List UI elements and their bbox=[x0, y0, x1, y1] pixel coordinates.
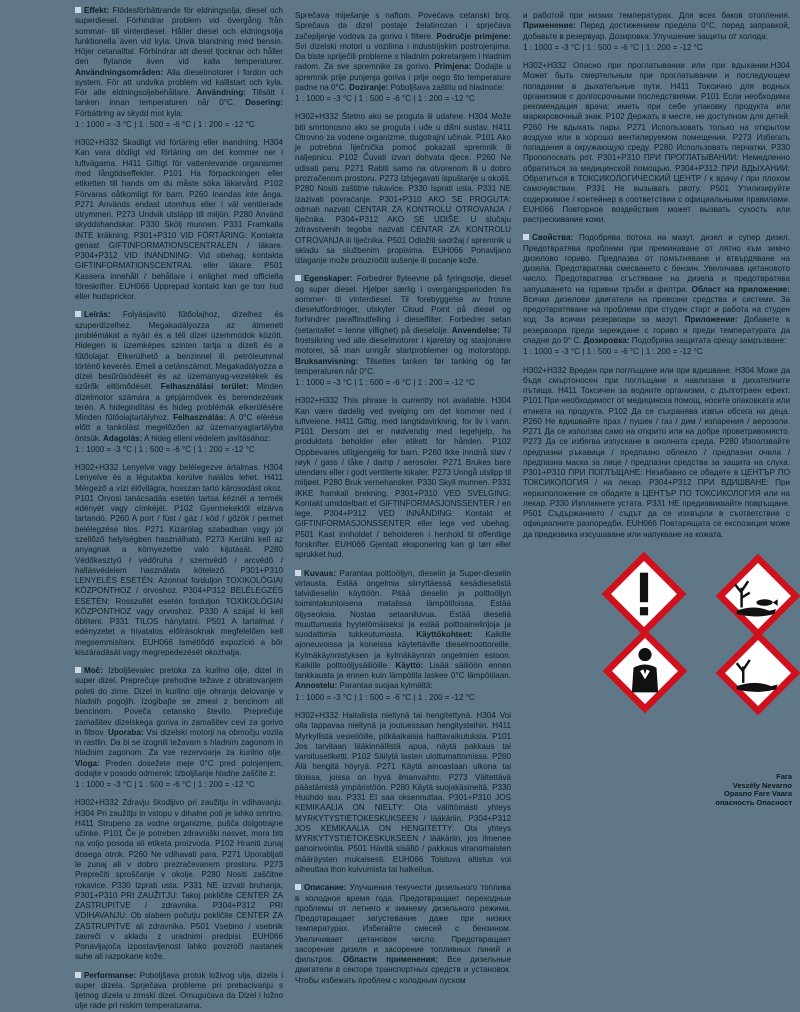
signal-words bbox=[715, 773, 792, 808]
hazard-phrases bbox=[295, 11, 511, 104]
section-label: Anvendelse: bbox=[449, 325, 500, 335]
section-label: Област на приложение: bbox=[687, 284, 791, 294]
section-label: Применение: bbox=[523, 21, 576, 31]
dosage-table: 1 : 1000 = -3 °C | 1 : 500 = -6 °C | 1 : 200 = -12 °C bbox=[75, 444, 255, 454]
section-label: Vloga: bbox=[75, 758, 100, 768]
section-label: Дозировка: bbox=[581, 335, 630, 345]
dosage-table: 1 : 1000 = -3 °C | 1 : 500 = -6 °C | 1 : 200 = -12 °C bbox=[295, 94, 475, 104]
environment-hazard-icon bbox=[717, 632, 799, 714]
section-text: Подобрява потока на мазут, дизел и супер дизел. Предотвратява проблеми при преминаване от лятно към зимно дизелово гориво. Предпазва от помътняване и втвърдяване на дизела. Предотвратява смесването с бензин. Увеличава цетановото число. Предотвратява сгъстяване на дизела и предотвратява запушването на горивни тръби и филтри. bbox=[523, 233, 790, 294]
section-label: Egenskaper: bbox=[304, 274, 353, 284]
section-text: Forbedrer flyteevne på fyringsolje, diesel og super diesel. Hjelper særlig i overgangsperioden fra sommer- til vinterdiesel. Til forebyggelse av frosne dieselutfordringer, utskyter Cloud Point på diesel og forhindrer paraffinutfelling i dieselfilter. Forbedrer setan (setantallet = tenne villighet) på dieselolje. bbox=[295, 274, 511, 335]
section-label: Adagolás: bbox=[101, 433, 143, 443]
section-text: Всички дизелови двигатели на превозни средства и системи. За предотвратяване на проблеми при студен старт и работа на студен ход. За всички резервоари за мазут. bbox=[523, 294, 790, 325]
product-section bbox=[75, 310, 283, 455]
section-label: Käyttö: bbox=[389, 660, 424, 670]
section-text: Vsi dizelski motorji na območju vozila in rastlin. Da bi se izognili težavam s hladnim zagonom in hladnim zagonom. Za vse rezervoarje za kurilno olje. bbox=[75, 727, 283, 758]
section-marker bbox=[523, 234, 529, 240]
text-column-2 bbox=[290, 0, 516, 985]
section-label: Performanse: bbox=[84, 970, 137, 980]
section-label: Dosering: bbox=[235, 98, 283, 108]
section-text: Minden dízelmotor számára a gépjárművek és berendezések terén. A hidegindítási és hideg problémák elkerülésére Minden fűtőolajtartályhoz. bbox=[75, 382, 284, 423]
section-marker bbox=[75, 972, 81, 978]
hazard-phrases bbox=[295, 711, 511, 875]
section-text: Dodajte u spremnik prije punjenja goriva i prije nego što temperature padne na 0°C. bbox=[295, 62, 511, 92]
product-section bbox=[295, 883, 511, 986]
section-marker bbox=[75, 311, 81, 317]
product-section bbox=[75, 6, 283, 130]
section-text: Flödesförbättrande för eldningsolja, diesel och superdiesel. Förhindrar problem vid övergång från sommar- till vinterdiesel. Håller diesel och eldningsolja funktionella även vid kyla. Unvik blandning med bensin. Höjer cetanalltal. Förhindrar att diesel tjocknar och håller den flytande även vid kalla temperaturer. bbox=[75, 6, 283, 67]
section-label: Effekt: bbox=[84, 6, 110, 15]
dosage-table: 1 : 1000 = -3 °C | 1 : 500 = -6 °C | 1 : 200 = -12 °C bbox=[295, 692, 475, 702]
exclamation-mark-icon bbox=[603, 553, 685, 635]
section-marker bbox=[295, 884, 301, 890]
section-label: Användningsområden: bbox=[75, 67, 164, 77]
section-label: Annostelu: bbox=[295, 681, 338, 691]
section-text: Tillsätt i tanken innan temperaturen når 0°C. bbox=[75, 88, 284, 108]
section-label: Uporaba: bbox=[105, 727, 144, 737]
section-text: Подобрява защитата срещу замръзване: bbox=[629, 335, 787, 345]
hazard-phrases bbox=[75, 138, 283, 302]
section-text: Sprečava miješanje s naftom. Povećava cetanski broj. Sprečava da dizel postaje želatinozan i sprječava začepljenje vodova za gorivo i filtere. bbox=[295, 11, 511, 41]
hazard-phrases bbox=[295, 112, 511, 266]
section-text: и работой при низких температурах. Для всех баков отопления. bbox=[523, 11, 790, 20]
section-text: Tilsettes tanken før tanking og før temperaturen når 0°C. bbox=[295, 356, 511, 376]
section-marker bbox=[75, 7, 81, 13]
section-label: Felhasználási terület: bbox=[152, 382, 249, 392]
dosage-table: 1 : 1000 = -3 °C | 1 : 500 = -6 °C | 1 : 200 = -12 °C bbox=[523, 42, 703, 52]
health-hazard-icon bbox=[604, 630, 686, 712]
section-text: Добавете в резервоара преди зареждане с гориво и преди температурата да спадне до 0° С. bbox=[523, 315, 790, 345]
signal-word: Veszély Nevarno bbox=[732, 780, 792, 790]
dosage-table: 1 : 1000 = -3 °C | 1 : 500 = -6 °C | 1 : 200 = -12 °C bbox=[75, 119, 255, 129]
product-section bbox=[523, 233, 790, 357]
dosage-table: 1 : 1000 = -3 °C | 1 : 500 = -6 °C | 1 : 200 = -12 °C bbox=[75, 780, 255, 790]
section-text: Улучшения текучести дизельного топлива в холодное время года. Предотвращает переходные проблемы от летнего к зимнему дизельного режима. Предотвращает загустевание даже при низких температурах. Избегайте смесей с бензином. Увеличивает цетановое число. Предотвращает засорение дизеля и засорение топливных линий и фильтров. bbox=[295, 883, 511, 965]
environment-hazard-icon bbox=[717, 555, 799, 637]
section-label: Свойства: bbox=[532, 233, 574, 243]
section-label: Приложение: bbox=[678, 315, 738, 325]
section-text: Lisää säiliöön ennen tankkausta ja ennen kuin lämpötila laskee 0°C lämpötilaan. bbox=[295, 660, 511, 681]
signal-word: Opasno Fare Vaara bbox=[724, 789, 792, 799]
section-marker bbox=[75, 667, 81, 673]
section-text: A hideg elleni védelem javításához: bbox=[142, 433, 271, 443]
section-text: Folyásjavító fűtőolajhoz, dízelhez és szuperdízelhez. Megakadályozza az átmeneti problémákat a nyári és a téli dízel üzemmódok között. Hidegen is üzemképes szinten tartja a dízelt és a fűtőolajat. Elkerülhető a benzinnel ill. petróleummal történő keverés. Emeli a cetánszámot. Megakadályozza a dízel besűrűsödését és az üzemanyag-vezetékek és szűrők eltömődését. bbox=[75, 310, 283, 392]
hazard-phrases bbox=[523, 61, 790, 225]
section-text: Svi dizelski motori u vozilima i industrijskim postrojenjima. Da biste spriječili probleme s hladnim pokretanjem i hladnim radom. Za sve spremnike za gorivo. bbox=[295, 41, 511, 72]
hazard-phrases bbox=[523, 11, 790, 53]
section-text: H302+H332 This phrase is currently not available. H304 Kan være dødelig ved svelging om det kommer ned i luftveiene. H411 Giftig, med langtidsvirkning, for liv i vann. P101 Dersom det er nødvendig med legehjelp, ha produktets beholder eller etikett for hånden. P102 Oppbevares utilgjengelig for barn. P260 Ikke inndnå støv / røyk / gass / tåke / damp / aerosoler. P271 Brukes bare utendørs eller i godt ventilerte lokaler. P273 Unngå utslipp til miljøet. P280 Bruk vernehansker. P330 Skyll munnen. P331 IKKE framkall brekning. P301+P310 VED SVELGING: Kontakt umiddelbart et GIFTINFORMASJONSSENTER / en lege. P304+P312 VED INNÅNDING: Kontakt et GIFTINFORMASJONSSENTER eller lege ved ubehag. P501 Kast innholdet / beholderen i henhold til offentlige forskrifter. EUH066 Gjentatt eksponering kan gi tørr eller sprukket hud. bbox=[295, 396, 511, 560]
section-text: Izboljševalec pretoka za kurilno olje, dizel in super dizel. Preprečuje prehodne težave z obratovanjem poleti do zime. Dizel in kurilno olje ohranja delovanje v hladnih pogojih. Izogibajte se zmesi z bencinom ali bencinom. Poveča cetansko število. Preprečuje zamašitev dizelskega goriva in zamašitev cevi za gorivo in filtrov. bbox=[75, 666, 283, 737]
section-label: Användning: bbox=[190, 88, 246, 98]
section-marker bbox=[295, 275, 301, 281]
section-text: H302+H332 Haitallista nieltynä tai hengitettynä. H304 Voi olla tappavaa nieltynä ja joutuessaan hengitysteihin. H411 Myrkyllistä vesieliöille, pitkäaikaisia haittavaikutuksia. P101 Jos tarvitaan lääkinnällistä apua, näytä pakkaus tai varoitusetiketti. P102 Säilytä lasten ulottumattomissa. P260 Älä hengitä höyryä. P271 Käytä ainoastaan ulkona tai tiloissa, joissa on hyvä ilmanvaihto. P273 Vältettävä päästämistä ympäristöön. P280 Käytä suojakäsineitä. P330 Huuhdo suu. P331 EI saa oksennuttaa. P301+P310 JOS KEMIKAALIA ON NIELTY: Ota välittömästi yhteys MYRKYTYSTIETOKESKUKSEEN / lääkäriin. P304+P312 JOS KEMIKAALIA ON HENGITETTY: Ota yhteys MYRKYTYSTIETOKESKUKSEEN / lääkäriin, jos ilmenee pahoinvointia. P501 Hävitä sisältö / pakkaus viranomaisten määräysten mukaisesti. EUH066 Toistuva altistus voi aiheuttaa ihon kuivumista tai halkeilua. bbox=[295, 711, 511, 874]
dosage-table: 1 : 1000 = -3 °C | 1 : 500 = -6 °C | 1 : 200 = -12 °C bbox=[523, 347, 703, 357]
section-label: Kuvaus: bbox=[304, 568, 336, 578]
section-label: Области применения: bbox=[333, 955, 439, 965]
section-text: H302+H332 Опасно при проглатывании или при вдыхании.H304 Может быть смертельным при проглатывании и последующем попадании в дыхательные пути. H411 Токсично для водных организмов с долгосрочными последствиями. P101 Если необходима рекомендация врача: иметь при себе упаковку продукта или маркировочный знак. P102 Держать в месте, не доступном для детей. P260 Не вдыхать пары. P271 Использовать только на открытом воздухе или в хорошо вентилируемом помещении. P273 Избегать попадания в окружающую среду. P280 Использовать перчатки. P330 Прополоскать рот. P301+P310 ПРИ ПРОГЛАТЫВАНИИ: Немедленно обратиться за медицинской помощью. P304+P312 ПРИ ВДЫХАНИИ: Обратиться в ТОКСИКОЛОГИЧЕСКИЙ ЦЕНТР / к врачу / при плохом самочувствии. P331 Не вызывать рвоту. P501 Утилизируйте содержимое / контейнер в соответствии с официальными правилами. EUH066 Повторное воздействие может вызвать сухость или растрескивание кожи. bbox=[523, 61, 790, 225]
hazard-phrases bbox=[75, 463, 283, 658]
hazard-phrases bbox=[295, 396, 511, 560]
text-column-1 bbox=[70, 0, 288, 1011]
section-label: Leírás: bbox=[84, 310, 111, 320]
section-label: Moč: bbox=[84, 666, 103, 676]
section-text: Перед достижением предела 0°C, перед заправкой, добавьте в резервуар. Дозировка: Улучшение защиты от холода: bbox=[523, 21, 790, 41]
section-text: H302+H332 Štetno ako se proguta ili udahne. H304 Može biti smrtonosno ako se proguta i uđe u dišni sustav. H411 Otrovno za vodene organizme, dugotrajni učinak. P101 Ako je potrebna liječnička pomoć pokazati spremnik ili naljepnicu. P102 Čuvati izvan dohvata djece. P260 Ne udisati paru. P271 Rabiti samo na otvorenom ili u dobro prozračenom prostoru. P273 Izbjegavati ispuštanje u okoliš. P280 Nositi zaštitne rukavice. P330 Isprati usta. P331 NE izazivati povraćanje. P301+P310 AKO SE PROGUTA: odmah nazvati CENTAR ZA KONTROLU OTROVANJA / liječnika. P304+P312 AKO SE UDIŠE: U slučaju zdravstvenih tegoba nazvati CENTAR ZA KONTROLU OTROVANJA ili liječnika. P501 Odložiti sadržaj / spremnik u skladu sa službenim propisima. EUH066 Ponavljano izlaganje može prouzročiti sušenje ili pucanje kože. bbox=[295, 112, 511, 266]
section-label: Bruksanvisning: bbox=[295, 356, 359, 366]
section-text: H302+H332 Вреден при поглъщане или при вдишване. H304 Може да бъде смъртоносен при поглъщане и навлизане в дихателните пътища. H411 Токсичен за водните организми, с дълготраен ефект. P101 При необходимост от медицинска помощ, носете опаковката или етикета на продукта. P102 Да се съхранява извън обсега на деца. P260 Не вдишвайте прах / пушек / газ / дим / изпарения / аерозоли. P271 Да се използва само на открито или на добре проветривомясто. P273 Да се избягва изпускане в околната среда. P280 Използвайте предпазни ръкавици / предпазно облекло / предпазни очила / предпазна маска за лице / предпазни средства за защита на слуха. P301+P310 ПРИ ПОГЛЪЩАНЕ: Незабавно се обадете в ЦЕНТЪР ПО ТОКСИКОЛОГИЯ / на лекар. P304+P312 ПРИ ВДИШВАНЕ: При неразположение се обадете в ЦЕНТЪР ПО ТОКСИКОЛОГИЯ или на лекар. P330 Изплакнете устата. P331 НЕ предизвиквайте повръщане. P501 Съдържанието / съдът да се изхвърли в съответствие с официалните разпоредби. EUH066 Повтарящата се експозиция може да предизвика изсушаване или напукване на кожата. bbox=[523, 365, 790, 539]
signal-word: Fara bbox=[776, 772, 792, 781]
section-text: H302+H332 Skadligt vid förtäring eller inandning. H304 Kan vara dödligt vid förtäring om det kommer ner i luftvägarna. H411 Giftigt för vattenlevande organismer med långtidseffekter. P101 Ha förpackningen eller etiketten till hands om du måste söka läkarvård. P102 Förvaras oåtkomligt för barn. P260 Inandas inte ånga. P271 Används endast utomhus eller i väl ventilerade utrymmen. P273 Undvik utsläpp till miljön. P280 Använd skyddshandskar. P330 Skölj munnen. P331 Framkalla INTE kräkning. P301+P310 VID FÖRTÄRING: Kontakta genast GIFTINFORMATIONSCENTRALEN / läkare. P304+P312 VID INANDNING: Vid obehag, kontakta GIFTINFORMATIONSCENTRAL eller läkare. P501 Kassera innehåll / behållare i enlighet med officiella föreskrifter. EUH066 Upprepad kontakt kan ge torr hud eller hudsprickor. bbox=[75, 138, 283, 302]
section-text: Preden dosežete meje 0°C pred polnjenjem, dodajte v posodo odmerek: Izboljšanje hladne zaščite z: bbox=[75, 758, 283, 778]
section-text: Parantaa suojaa kylmältä: bbox=[337, 681, 433, 691]
hazard-phrases bbox=[523, 366, 790, 541]
hazard-phrases bbox=[75, 798, 283, 962]
signal-word: опасность Опасност bbox=[715, 797, 792, 807]
dosage-table: 1 : 1000 = -3 °C | 1 : 500 = -6 °C | 1 : 200 = -12 °C bbox=[295, 378, 475, 388]
section-text: A 0°C elérése előtt a tankolást megelőzően az üzemanyagtartályba öntsük. bbox=[75, 413, 283, 443]
product-section bbox=[295, 274, 511, 388]
product-section bbox=[295, 569, 511, 703]
section-text: Til frostsikring ved alle dieselmotorer i kjøretøy og stasjonære motorer, så man unngår startproblemer og motorstopp. bbox=[295, 325, 512, 356]
section-text: Все дизельные двигатели в секторе транспортных средств и установок. Чтобы избежать проблем с холодным пуском bbox=[295, 955, 511, 985]
section-label: Područje primjene: bbox=[433, 31, 511, 41]
section-text: Förbättring av skydd mot kyla: bbox=[75, 108, 183, 118]
section-text: H302+H332 Lenyelve vagy belélegezve ártalmas. H304 Lenyelve és a légutakba kerülve halálos lehet. H411 Mérgező a vízi élővilágra, hosszan tartó károsodást okoz. P101 Orvosi tanácsadás esetén tartsa kéznél a termék edényét vagy címkéjét. P102 Gyermekektől elzárva tartandó. P260 A port / füst / gáz / köd / gőzök / permet belélegzése tilos. P271 Kizárólag szabadban vagy jól szellőző helyiségben használható. P273 Kerülni kell az anyagnak a környezetbe való kijutását. P280 Védőkesztyű / védőruha / szemvédő / arcvédő / hallásvédelem használata kötelező. P301+P310 LENYELÉS ESETÉN: Azonnal forduljon TOXIKOLÓGIAI KÖZPONTHOZ / orvoshoz. P304+P312 BELÉLEGZÉS ESETÉN: Rosszullét esetén forduljon TOXIKOLÓGIAI KÖZPONTHOZ vagy orvoshoz. P330 A szájat ki kell öblíteni. P331 TILOS hánytatni. P501 A tartalmat / edényzetet a hivatalos előírásoknak megfelelően kell megsemmisíteni. EUH066 Ismétlődő expozíció a bőr kiszáradását vagy megrepedezését okozhatja. bbox=[75, 463, 283, 657]
section-text: Alla dieselmotorer i fordon och system. För att undvika problem vid kalllstart och kyla. För alle eldningsoljebehållare. bbox=[75, 67, 283, 98]
product-section bbox=[75, 666, 283, 790]
section-text: Poboljšava protok loživog ulja, dizela i super dizela. Sprječava probleme pri prebacivanju s ljetnog dizela u zimski dizel. Omugućava da Dizel i ložno ulje rade pri niskim temperaturama. bbox=[75, 970, 283, 1011]
section-text: H302+H332 Zdravju škodljivo pri zaužitju in vdihavanju. H304 Pri zaužitju in vstopu v dihalne poti je lahko smrtno. H411 Strupeno za vodne organizme, pušča dolgotrajne učinke. P101 Če je potreben zdravniški nasvet, mora biti na voljo posoda ali etiketa proizvoda. P102 Hraniti zunaj dosega otrok. P260 Ne vdihavati para. P271 Uporabljati le zunaj ali v dobro prezračevanem prostoru. P273 Preprečiti sproščanje v okolje. P280 Nositi zaščitne rokavice. P330 Izprati usta. P331 NE izzvati bruhanja. P301+P310 PRI ZAUŽITJU: Takoj pokličite CENTER ZA ZASTRUPITVE / zdravnika. P304+P312 PRI VDIHAVANJU: Ob slabem počutju pokličite CENTER ZA ZASTRUPITVE ali zdravnika. P501 Vsebino / vsebnik zavreči v skladu z uradnimi predpisi. EUH066 Ponavljajoča izpostavljenost lahko povzroči nastanek suhe ali razpokane kože. bbox=[75, 798, 283, 962]
section-label: Käyttökohteet: bbox=[403, 630, 473, 640]
product-section bbox=[75, 971, 283, 1012]
section-text: Poboljšava zaštitu od hladnoće: bbox=[388, 82, 505, 92]
section-label: Felhasználás: bbox=[169, 413, 227, 423]
section-text: Kaikille ajoneuvoissa ja koneissa käytettäville dieselmoottoreille. Kylmäkäynnistyksen ja kylmäkäynnin ongelmien estoon. Kaikille polttoöljysäiliöille. bbox=[295, 630, 511, 670]
section-label: Описание: bbox=[304, 883, 347, 893]
section-label: Doziranje: bbox=[346, 82, 389, 92]
section-marker bbox=[295, 570, 301, 576]
section-label: Primjena: bbox=[430, 62, 472, 72]
section-text: Parantaa polttoöljyn, dieselin ja Super-dieselin virtausta. Estää ongelmia siirryttäessä kesädieselistä talvidieseliin käyttöön. Pitää dieselin ja polttoöljyn toimintakuntoisena matalissa lämpötiloissa. Estää öljyseoksia. Nostaa setaaniluvua. Estää dieseliä muuttumasta hyytelömäiseksi ja estää polttoainelinjoja ja suodattimia tukkeutumasta. bbox=[295, 568, 511, 640]
